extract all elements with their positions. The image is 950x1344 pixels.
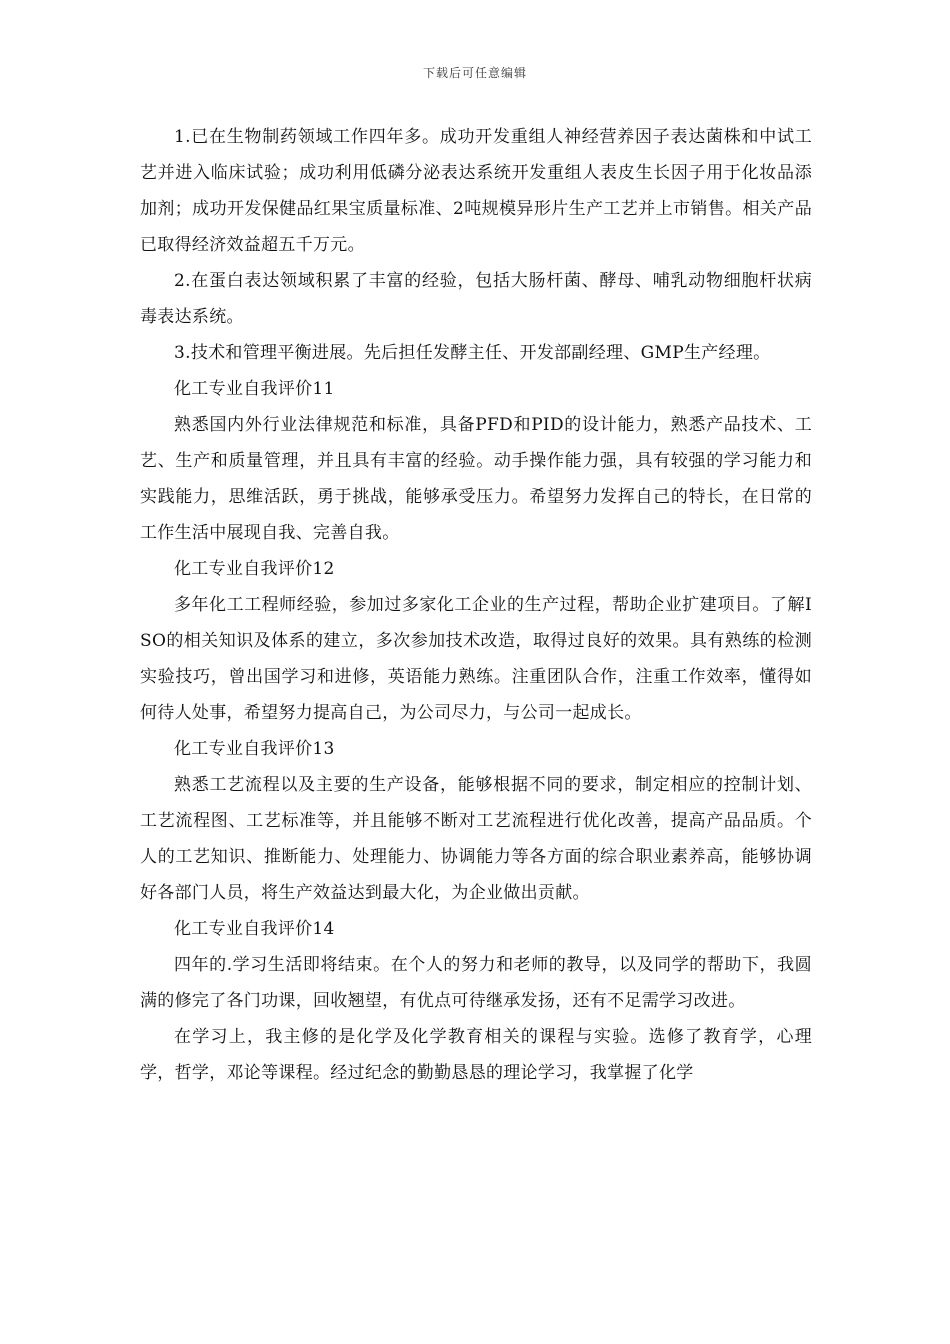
paragraph-experience-2: 2.在蛋白表达领域积累了丰富的经验，包括大肠杆菌、酵母、哺乳动物细胞杆状病毒表达系统。 — [140, 271, 812, 327]
section-heading-11: 化工专业自我评价11 — [174, 379, 335, 399]
section-heading-12: 化工专业自我评价12 — [174, 559, 335, 579]
paragraph-evaluation-12: 多年化工工程师经验，参加过多家化工企业的生产过程，帮助企业扩建项目。了解ISO的相关知识及体系的建立，多次参加技术改造，取得过良好的效果。具有熟练的检测实验技巧，曾出国学习和进修，英语能力熟练。注重团队合作，注重工作效率，懂得如何待人处事，希望努力提高自己，为公司尽力，与公司一起成长。 — [140, 595, 812, 723]
document-body — [140, 119, 812, 1091]
paragraph-evaluation-11: 熟悉国内外行业法律规范和标准，具备PFD和PID的设计能力，熟悉产品技术、工艺、生产和质量管理，并且具有丰富的经验。动手操作能力强，具有较强的学习能力和实践能力，思维活跃，勇于挑战，能够承受压力。希望努力发挥自己的特长，在日常的工作生活中展现自我、完善自我。 — [140, 415, 812, 543]
paragraph-evaluation-14b: 在学习上，我主修的是化学及化学教育相关的课程与实验。选修了教育学，心理学，哲学，邓论等课程。经过纪念的勤勤恳恳的理论学习，我掌握了化学 — [140, 1027, 812, 1083]
section-heading-13: 化工专业自我评价13 — [174, 739, 335, 759]
page-header: 下载后可任意编辑 — [422, 66, 527, 80]
section-heading-14: 化工专业自我评价14 — [174, 919, 335, 939]
paragraph-experience-3: 3.技术和管理平衡进展。先后担任发酵主任、开发部副经理、GMP生产经理。 — [174, 343, 771, 363]
paragraph-experience-1: 1.已在生物制药领域工作四年多。成功开发重组人神经营养因子表达菌株和中试工艺并进入临床试验；成功利用低磷分泌表达系统开发重组人表皮生长因子用于化妆品添加剂；成功开发保健品红果宝质量标准、2吨规模异形片生产工艺并上市销售。相关产品已取得经济效益超五千万元。 — [140, 127, 812, 255]
paragraph-evaluation-14a: 四年的.学习生活即将结束。在个人的努力和老师的教导，以及同学的帮助下，我圆满的修完了各门功课，回收翘望，有优点可待继承发扬，还有不足需学习改进。 — [140, 955, 812, 1011]
paragraph-evaluation-13: 熟悉工艺流程以及主要的生产设备，能够根据不同的要求，制定相应的控制计划、工艺流程图、工艺标准等，并且能够不断对工艺流程进行优化改善，提高产品品质。个人的工艺知识、推断能力、处理能力、协调能力等各方面的综合职业素养高，能够协调好各部门人员，将生产效益达到最大化，为企业做出贡献。 — [140, 775, 812, 903]
